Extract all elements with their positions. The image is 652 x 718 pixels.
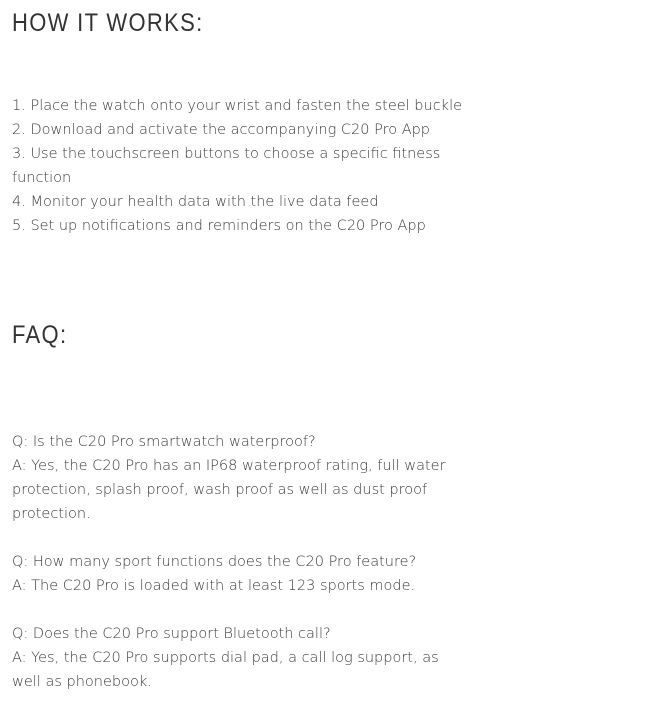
faq-answer: A: Yes, the C20 Pro supports dial pad, a call log support, as well as phonebook. (12, 650, 439, 690)
faq-answer: A: Yes, the C20 Pro has an IP68 waterproof rating, full water protection, splash proof, wash proof as well as dust proof protection. (12, 458, 446, 522)
step-item-3: 3. Use the touchscreen buttons to choose a specific fitness function (12, 146, 441, 186)
step-item-4: 4. Monitor your health data with the live data feed (12, 194, 379, 210)
step-item-5: 5. Set up notifications and reminders on the C20 Pro App (12, 218, 426, 234)
step-item-1: 1. Place the watch onto your wrist and fasten the steel buckle (12, 98, 463, 114)
faq-answer: A: The C20 Pro is loaded with at least 123 sports mode. (12, 578, 416, 594)
faq-item-waterproof (12, 430, 472, 526)
faq-question: Q: How many sport functions does the C20 Pro feature? (12, 554, 417, 570)
faq-list (12, 430, 472, 718)
how-it-works-steps (12, 94, 482, 238)
faq-question: Q: Is the C20 Pro smartwatch waterproof? (12, 434, 316, 450)
faq-heading: FAQ: (12, 321, 68, 349)
faq-question: Q: Does the C20 Pro support Bluetooth call? (12, 626, 331, 642)
faq-item-sport-functions (12, 550, 472, 598)
faq-item-bluetooth-call (12, 622, 472, 694)
step-item-2: 2. Download and activate the accompanying C20 Pro App (12, 122, 431, 138)
how-it-works-heading: HOW IT WORKS: (12, 9, 204, 37)
